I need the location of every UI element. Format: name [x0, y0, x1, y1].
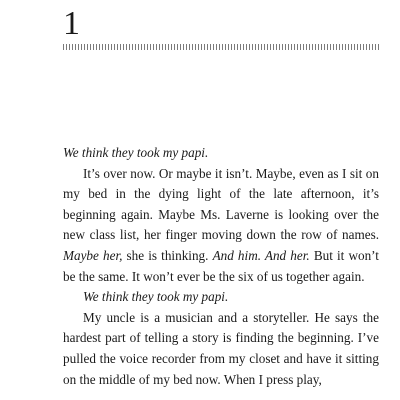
italic-text: We think they took my papi. [83, 289, 229, 305]
chapter-body [63, 143, 379, 390]
italic-text: Maybe her, [63, 247, 123, 263]
chapter-number: 1 [63, 5, 80, 42]
paragraph-text: My uncle is a musician and a storyteller. He says the hardest part of telling a story is finding the beginning. I’ve pulled the voice recorder from my closet and have it sitting on the middle of my bed now. When I press play, [63, 309, 379, 387]
chapter-divider [63, 44, 379, 50]
paragraph [63, 143, 379, 164]
italic-text: And him. And her. [212, 247, 310, 263]
paragraph-text: she is thinking. [122, 247, 213, 263]
paragraph [63, 308, 379, 390]
paragraph [63, 164, 379, 288]
paragraph [63, 287, 379, 308]
paragraph-text: But it won’t be the same. It won’t ever be the six of us together again. [63, 247, 379, 284]
italic-text: We think they took my papi. [63, 145, 209, 160]
paragraph-text: It’s over now. Or maybe it isn’t. Maybe, even as I sit on my bed in the dying light of the late afternoon, it’s beginning again. Maybe Ms. Laverne is looking over the new class list, her finger moving down the row of names. [63, 165, 379, 243]
